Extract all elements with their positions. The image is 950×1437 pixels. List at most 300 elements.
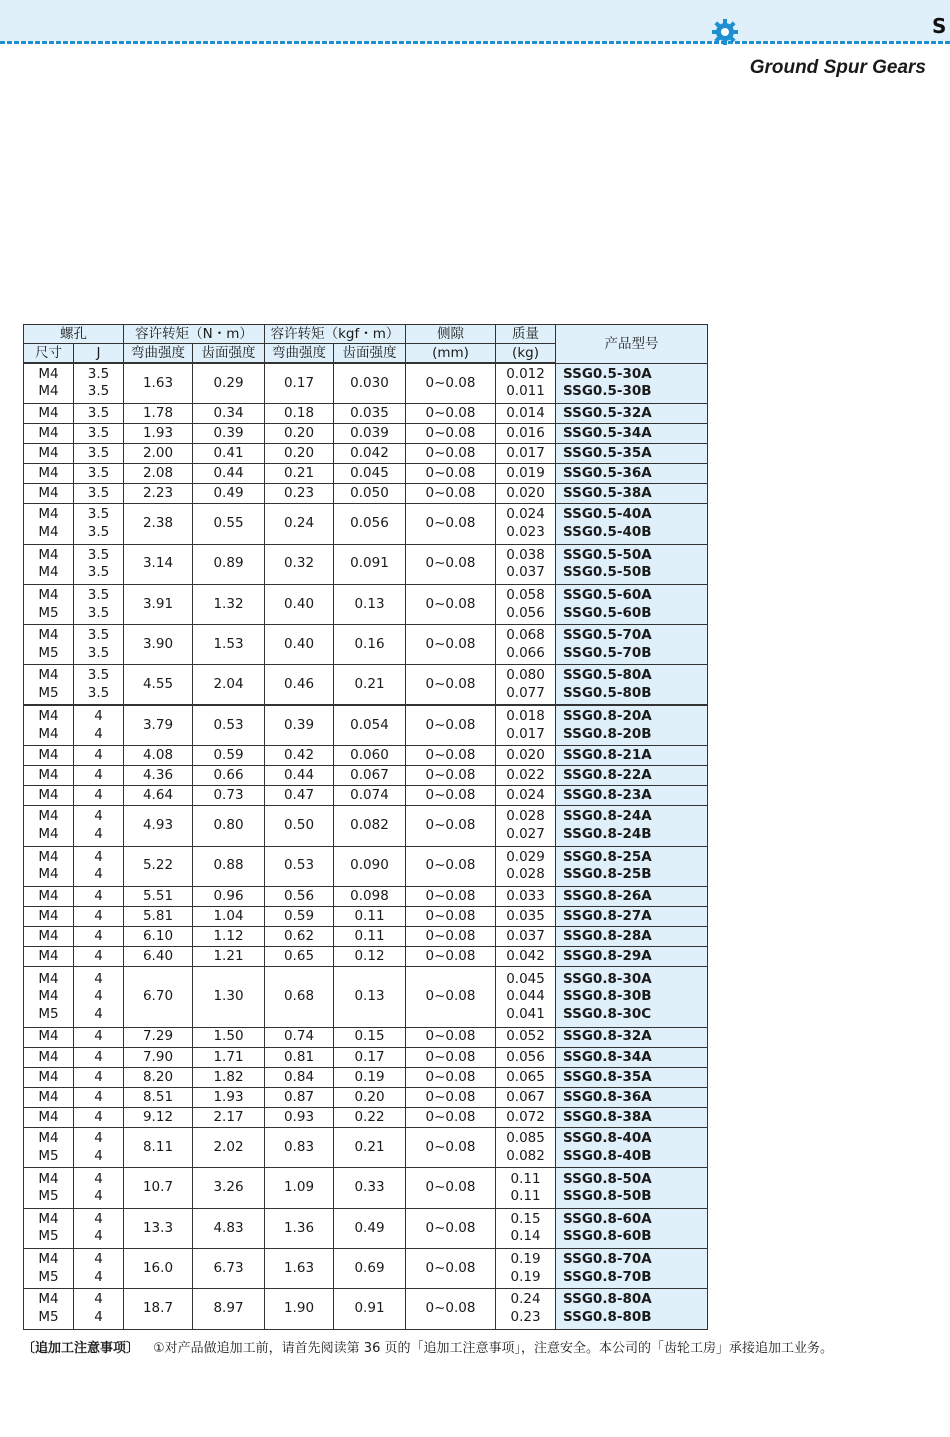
cell-surface-nm: 1.53	[193, 625, 265, 665]
table-row	[24, 1027, 708, 1047]
table-body	[24, 363, 708, 1329]
cell-model-line: SSG0.5-34A	[563, 424, 652, 441]
cell-backlash: 0~0.08	[406, 806, 496, 846]
cell-bending-kgf: 0.24	[265, 504, 334, 544]
cell-size-line: M5	[38, 684, 59, 701]
cell-bending-nm: 1.63	[124, 363, 193, 403]
header-divider	[0, 41, 950, 44]
cell-j-line: 3.5	[87, 564, 110, 581]
cell-size-line: M4	[38, 546, 59, 563]
cell-bending-nm: 7.90	[124, 1047, 193, 1067]
cell-bending-kgf: 0.84	[265, 1067, 334, 1087]
cell-bending-kgf: 1.36	[265, 1208, 334, 1248]
cell-mass	[496, 363, 556, 403]
cell-j-line: 4	[94, 947, 103, 964]
cell-j-line: 4	[94, 1210, 103, 1227]
cell-size	[24, 766, 74, 786]
cell-mass-line: 0.065	[506, 1068, 545, 1085]
table-row	[24, 947, 708, 967]
cell-j	[74, 1108, 124, 1128]
table-row	[24, 665, 708, 705]
cell-bending-kgf: 0.68	[265, 967, 334, 1027]
cell-size	[24, 1249, 74, 1289]
cell-mass-line: 0.072	[506, 1108, 545, 1125]
cell-model-line: SSG0.8-29A	[563, 947, 652, 964]
cell-model	[556, 443, 708, 463]
cell-surface-kgf: 0.030	[334, 363, 406, 403]
cell-j-line: 4	[94, 907, 103, 924]
cell-model-line: SSG0.5-80A	[563, 667, 652, 684]
cell-model	[556, 625, 708, 665]
cell-mass-line: 0.017	[506, 725, 545, 742]
cell-j-line: 4	[94, 988, 103, 1005]
cell-model	[556, 544, 708, 584]
cell-j	[74, 584, 124, 624]
cell-model-line: SSG0.8-40A	[563, 1130, 652, 1147]
cell-model-line: SSG0.8-38A	[563, 1108, 652, 1125]
cell-model-line: SSG0.8-24B	[563, 825, 652, 842]
cell-mass-line: 0.035	[506, 907, 545, 924]
cell-bending-nm: 3.91	[124, 584, 193, 624]
cell-j-line: 4	[94, 766, 103, 783]
cell-model	[556, 927, 708, 947]
cell-mass-line: 0.020	[506, 746, 545, 763]
series-code: S	[932, 14, 947, 38]
cell-surface-nm: 0.55	[193, 504, 265, 544]
cell-bending-nm: 16.0	[124, 1249, 193, 1289]
cell-surface-nm: 0.89	[193, 544, 265, 584]
cell-model-line: SSG0.8-25A	[563, 848, 652, 865]
table-row	[24, 1168, 708, 1208]
cell-size-line: M4	[38, 365, 59, 382]
cell-mass	[496, 423, 556, 443]
cell-surface-kgf: 0.035	[334, 403, 406, 423]
cell-model	[556, 584, 708, 624]
cell-bending-kgf: 0.17	[265, 363, 334, 403]
cell-surface-kgf: 0.12	[334, 947, 406, 967]
cell-size-line: M4	[38, 927, 59, 944]
table-row	[24, 886, 708, 906]
cell-surface-nm: 0.29	[193, 363, 265, 403]
cell-bending-kgf: 0.39	[265, 705, 334, 745]
cell-bending-kgf: 0.93	[265, 1108, 334, 1128]
cell-surface-nm: 1.93	[193, 1087, 265, 1107]
cell-size	[24, 584, 74, 624]
cell-size-line: M4	[38, 404, 59, 421]
cell-backlash: 0~0.08	[406, 1208, 496, 1248]
cell-model-line: SSG0.8-60B	[563, 1228, 652, 1245]
header-bending-kgf: 弯曲强度	[265, 344, 334, 364]
cell-size-line: M5	[38, 1228, 59, 1245]
cell-j	[74, 1128, 124, 1168]
cell-j	[74, 443, 124, 463]
table-row	[24, 1208, 708, 1248]
cell-surface-nm: 1.12	[193, 927, 265, 947]
cell-bending-kgf: 0.46	[265, 665, 334, 705]
cell-mass	[496, 746, 556, 766]
cell-mass-line: 0.029	[506, 848, 545, 865]
cell-j	[74, 967, 124, 1027]
cell-model-line: SSG0.8-70B	[563, 1268, 652, 1285]
cell-size-line: M4	[38, 725, 59, 742]
cell-mass-line: 0.011	[506, 383, 545, 400]
cell-size-line: M4	[38, 506, 59, 523]
cell-j	[74, 1047, 124, 1067]
cell-model-line: SSG0.8-30B	[563, 988, 652, 1005]
cell-j-line: 4	[94, 825, 103, 842]
cell-size	[24, 1208, 74, 1248]
cell-size-line: M4	[38, 848, 59, 865]
table-row	[24, 443, 708, 463]
cell-j-line: 3.5	[87, 523, 110, 540]
cell-surface-nm: 2.02	[193, 1128, 265, 1168]
cell-mass-line: 0.012	[506, 365, 545, 382]
header-model: 产品型号	[556, 325, 708, 364]
cell-model-line: SSG0.8-20B	[563, 725, 652, 742]
cell-bending-nm: 4.08	[124, 746, 193, 766]
cell-size	[24, 846, 74, 886]
cell-j-line: 4	[94, 1108, 103, 1125]
cell-mass	[496, 786, 556, 806]
cell-backlash: 0~0.08	[406, 766, 496, 786]
cell-model-line: SSG0.8-34A	[563, 1048, 652, 1065]
cell-mass-line: 0.017	[506, 444, 545, 461]
cell-bending-kgf: 0.23	[265, 484, 334, 504]
cell-backlash: 0~0.08	[406, 1047, 496, 1067]
cell-j-line: 4	[94, 866, 103, 883]
cell-backlash: 0~0.08	[406, 1087, 496, 1107]
cell-j-line: 4	[94, 725, 103, 742]
cell-mass-line: 0.052	[506, 1028, 545, 1045]
cell-size	[24, 1108, 74, 1128]
table-row	[24, 746, 708, 766]
cell-surface-nm: 0.34	[193, 403, 265, 423]
cell-surface-nm: 2.04	[193, 665, 265, 705]
cell-size-line: M4	[38, 464, 59, 481]
cell-model-line: SSG0.5-80B	[563, 684, 652, 701]
spec-table	[23, 324, 708, 1330]
cell-backlash: 0~0.08	[406, 967, 496, 1027]
cell-j-line: 4	[94, 1228, 103, 1245]
cell-size-line: M4	[38, 887, 59, 904]
cell-size	[24, 443, 74, 463]
cell-surface-kgf: 0.042	[334, 443, 406, 463]
cell-size-line: M4	[38, 523, 59, 540]
cell-size	[24, 423, 74, 443]
cell-surface-nm: 6.73	[193, 1249, 265, 1289]
cell-bending-kgf: 0.53	[265, 846, 334, 886]
cell-size-line: M4	[38, 1130, 59, 1147]
cell-model	[556, 1168, 708, 1208]
cell-surface-kgf: 0.060	[334, 746, 406, 766]
header-backlash: 侧隙	[406, 325, 496, 344]
cell-size	[24, 1289, 74, 1329]
cell-j-line: 4	[94, 1268, 103, 1285]
cell-surface-kgf: 0.21	[334, 665, 406, 705]
cell-model-line: SSG0.8-80A	[563, 1291, 652, 1308]
cell-bending-nm: 4.55	[124, 665, 193, 705]
cell-size-line: M4	[38, 708, 59, 725]
table-row	[24, 423, 708, 443]
cell-j	[74, 1027, 124, 1047]
cell-surface-kgf: 0.19	[334, 1067, 406, 1087]
cell-bending-kgf: 0.83	[265, 1128, 334, 1168]
cell-surface-nm: 0.73	[193, 786, 265, 806]
cell-backlash: 0~0.08	[406, 665, 496, 705]
cell-j	[74, 886, 124, 906]
cell-size-line: M4	[38, 1291, 59, 1308]
cell-size	[24, 1087, 74, 1107]
cell-size-line: M4	[38, 1088, 59, 1105]
cell-mass-line: 0.042	[506, 947, 545, 964]
cell-model	[556, 1128, 708, 1168]
cell-surface-kgf: 0.16	[334, 625, 406, 665]
cell-surface-nm: 0.44	[193, 464, 265, 484]
cell-size-line: M4	[38, 667, 59, 684]
cell-bending-nm: 2.23	[124, 484, 193, 504]
cell-surface-kgf: 0.20	[334, 1087, 406, 1107]
cell-mass	[496, 947, 556, 967]
cell-backlash: 0~0.08	[406, 907, 496, 927]
cell-mass	[496, 806, 556, 846]
table-row	[24, 907, 708, 927]
cell-size-line: M4	[38, 808, 59, 825]
cell-model-line: SSG0.8-32A	[563, 1028, 652, 1045]
cell-size	[24, 927, 74, 947]
cell-j-line: 3.5	[87, 506, 110, 523]
cell-model-line: SSG0.5-30B	[563, 383, 652, 400]
cell-surface-kgf: 0.045	[334, 464, 406, 484]
cell-surface-nm: 2.17	[193, 1108, 265, 1128]
cell-model-line: SSG0.5-40A	[563, 506, 652, 523]
cell-mass-line: 0.080	[506, 667, 545, 684]
cell-j-line: 3.5	[87, 644, 110, 661]
cell-model-line: SSG0.5-70B	[563, 644, 652, 661]
cell-j-line: 4	[94, 848, 103, 865]
cell-model	[556, 1249, 708, 1289]
cell-surface-kgf: 0.33	[334, 1168, 406, 1208]
cell-j-line: 3.5	[87, 546, 110, 563]
cell-backlash: 0~0.08	[406, 746, 496, 766]
cell-mass-line: 0.24	[510, 1291, 541, 1308]
cell-backlash: 0~0.08	[406, 484, 496, 504]
cell-backlash: 0~0.08	[406, 1289, 496, 1329]
header-bending-nm: 弯曲强度	[124, 344, 193, 364]
cell-size	[24, 786, 74, 806]
cell-size	[24, 1128, 74, 1168]
cell-mass-line: 0.028	[506, 866, 545, 883]
cell-j	[74, 1067, 124, 1087]
cell-backlash: 0~0.08	[406, 423, 496, 443]
cell-size	[24, 484, 74, 504]
cell-surface-kgf: 0.13	[334, 967, 406, 1027]
cell-model	[556, 1208, 708, 1248]
table-row	[24, 1249, 708, 1289]
cell-size-line: M5	[38, 1188, 59, 1205]
cell-size-line: M5	[38, 644, 59, 661]
cell-j	[74, 1208, 124, 1248]
cell-surface-nm: 1.32	[193, 584, 265, 624]
cell-model	[556, 1027, 708, 1047]
cell-model-line: SSG0.5-32A	[563, 404, 652, 421]
cell-j-line: 4	[94, 1147, 103, 1164]
cell-j	[74, 927, 124, 947]
table-row	[24, 1087, 708, 1107]
cell-bending-nm: 6.10	[124, 927, 193, 947]
cell-backlash: 0~0.08	[406, 846, 496, 886]
cell-backlash: 0~0.08	[406, 1128, 496, 1168]
cell-mass-line: 0.077	[506, 684, 545, 701]
cell-bending-kgf: 0.56	[265, 886, 334, 906]
cell-size	[24, 1067, 74, 1087]
cell-bending-nm: 1.93	[124, 423, 193, 443]
cell-size	[24, 464, 74, 484]
cell-j	[74, 907, 124, 927]
cell-model	[556, 947, 708, 967]
cell-size-line: M4	[38, 907, 59, 924]
cell-j-line: 3.5	[87, 404, 110, 421]
cell-surface-nm: 1.82	[193, 1067, 265, 1087]
cell-bending-nm: 9.12	[124, 1108, 193, 1128]
table-row	[24, 584, 708, 624]
cell-mass	[496, 907, 556, 927]
cell-mass-line: 0.066	[506, 644, 545, 661]
cell-model	[556, 423, 708, 443]
cell-mass-line: 0.018	[506, 708, 545, 725]
cell-bending-kgf: 0.87	[265, 1087, 334, 1107]
cell-j	[74, 1249, 124, 1289]
cell-size	[24, 1047, 74, 1067]
cell-mass	[496, 705, 556, 745]
header-torque-kgf: 容许转矩（kgf・m）	[265, 325, 406, 344]
note-label: 〔追加工注意事项〕	[22, 1341, 140, 1356]
header-mass: 质量	[496, 325, 556, 344]
table-row	[24, 766, 708, 786]
cell-model	[556, 484, 708, 504]
cell-mass	[496, 403, 556, 423]
cell-backlash: 0~0.08	[406, 1168, 496, 1208]
note-text: ①对产品做追加工前，请首先阅读第 36 页的「追加工注意事项」，注意安全。本公司的「齿轮工房」承接追加工业务。	[153, 1341, 833, 1356]
cell-model-line: SSG0.5-38A	[563, 484, 652, 501]
cell-surface-nm: 8.97	[193, 1289, 265, 1329]
cell-mass-line: 0.068	[506, 627, 545, 644]
cell-surface-kgf: 0.039	[334, 423, 406, 443]
cell-surface-kgf: 0.21	[334, 1128, 406, 1168]
cell-j	[74, 947, 124, 967]
cell-surface-nm: 1.04	[193, 907, 265, 927]
cell-bending-nm: 7.29	[124, 1027, 193, 1047]
cell-bending-nm: 8.51	[124, 1087, 193, 1107]
cell-mass	[496, 1087, 556, 1107]
cell-model	[556, 806, 708, 846]
cell-size-line: M4	[38, 1068, 59, 1085]
cell-surface-nm: 0.41	[193, 443, 265, 463]
cell-model	[556, 705, 708, 745]
cell-mass	[496, 1289, 556, 1329]
cell-bending-kgf: 0.81	[265, 1047, 334, 1067]
cell-mass	[496, 625, 556, 665]
cell-model-line: SSG0.5-50A	[563, 546, 652, 563]
cell-backlash: 0~0.08	[406, 403, 496, 423]
cell-j-line: 3.5	[87, 627, 110, 644]
cell-bending-nm: 10.7	[124, 1168, 193, 1208]
cell-mass-line: 0.037	[506, 927, 545, 944]
cell-size-line: M4	[38, 484, 59, 501]
cell-j	[74, 504, 124, 544]
cell-j-line: 3.5	[87, 484, 110, 501]
cell-mass	[496, 766, 556, 786]
cell-size-line: M4	[38, 1170, 59, 1187]
cell-model-line: SSG0.8-25B	[563, 866, 652, 883]
cell-mass-line: 0.022	[506, 766, 545, 783]
cell-size	[24, 363, 74, 403]
cell-j	[74, 403, 124, 423]
cell-mass-line: 0.028	[506, 808, 545, 825]
cell-mass-line: 0.016	[506, 424, 545, 441]
cell-model-line: SSG0.8-30A	[563, 970, 652, 987]
cell-size-line: M4	[38, 1028, 59, 1045]
cell-size	[24, 806, 74, 846]
cell-model	[556, 967, 708, 1027]
cell-j-line: 4	[94, 808, 103, 825]
cell-model-line: SSG0.5-50B	[563, 564, 652, 581]
cell-j-line: 4	[94, 1068, 103, 1085]
cell-backlash: 0~0.08	[406, 504, 496, 544]
cell-j	[74, 1087, 124, 1107]
table-row	[24, 403, 708, 423]
cell-backlash: 0~0.08	[406, 1027, 496, 1047]
cell-size	[24, 705, 74, 745]
cell-surface-nm: 1.30	[193, 967, 265, 1027]
cell-j-line: 3.5	[87, 365, 110, 382]
cell-surface-kgf: 0.91	[334, 1289, 406, 1329]
cell-model-line: SSG0.8-23A	[563, 786, 652, 803]
cell-j-line: 4	[94, 970, 103, 987]
cell-model	[556, 1108, 708, 1128]
cell-size-line: M4	[38, 866, 59, 883]
cell-j	[74, 625, 124, 665]
cell-j	[74, 766, 124, 786]
cell-j-line: 4	[94, 1251, 103, 1268]
cell-j	[74, 705, 124, 745]
cell-backlash: 0~0.08	[406, 927, 496, 947]
cell-surface-nm: 0.59	[193, 746, 265, 766]
cell-j	[74, 464, 124, 484]
cell-bending-nm: 8.20	[124, 1067, 193, 1087]
cell-surface-kgf: 0.056	[334, 504, 406, 544]
cell-surface-kgf: 0.050	[334, 484, 406, 504]
cell-bending-nm: 6.40	[124, 947, 193, 967]
cell-surface-nm: 1.71	[193, 1047, 265, 1067]
table-row	[24, 464, 708, 484]
cell-bending-kgf: 0.32	[265, 544, 334, 584]
cell-bending-kgf: 0.40	[265, 625, 334, 665]
cell-size-line: M4	[38, 766, 59, 783]
cell-size	[24, 967, 74, 1027]
cell-bending-kgf: 0.74	[265, 1027, 334, 1047]
gear-icon	[711, 18, 739, 46]
cell-j-line: 4	[94, 1291, 103, 1308]
cell-bending-kgf: 0.47	[265, 786, 334, 806]
cell-surface-nm: 0.53	[193, 705, 265, 745]
cell-surface-nm: 0.39	[193, 423, 265, 443]
cell-model	[556, 786, 708, 806]
cell-j	[74, 665, 124, 705]
cell-bending-kgf: 0.50	[265, 806, 334, 846]
cell-model	[556, 403, 708, 423]
cell-model-line: SSG0.8-26A	[563, 887, 652, 904]
cell-backlash: 0~0.08	[406, 705, 496, 745]
